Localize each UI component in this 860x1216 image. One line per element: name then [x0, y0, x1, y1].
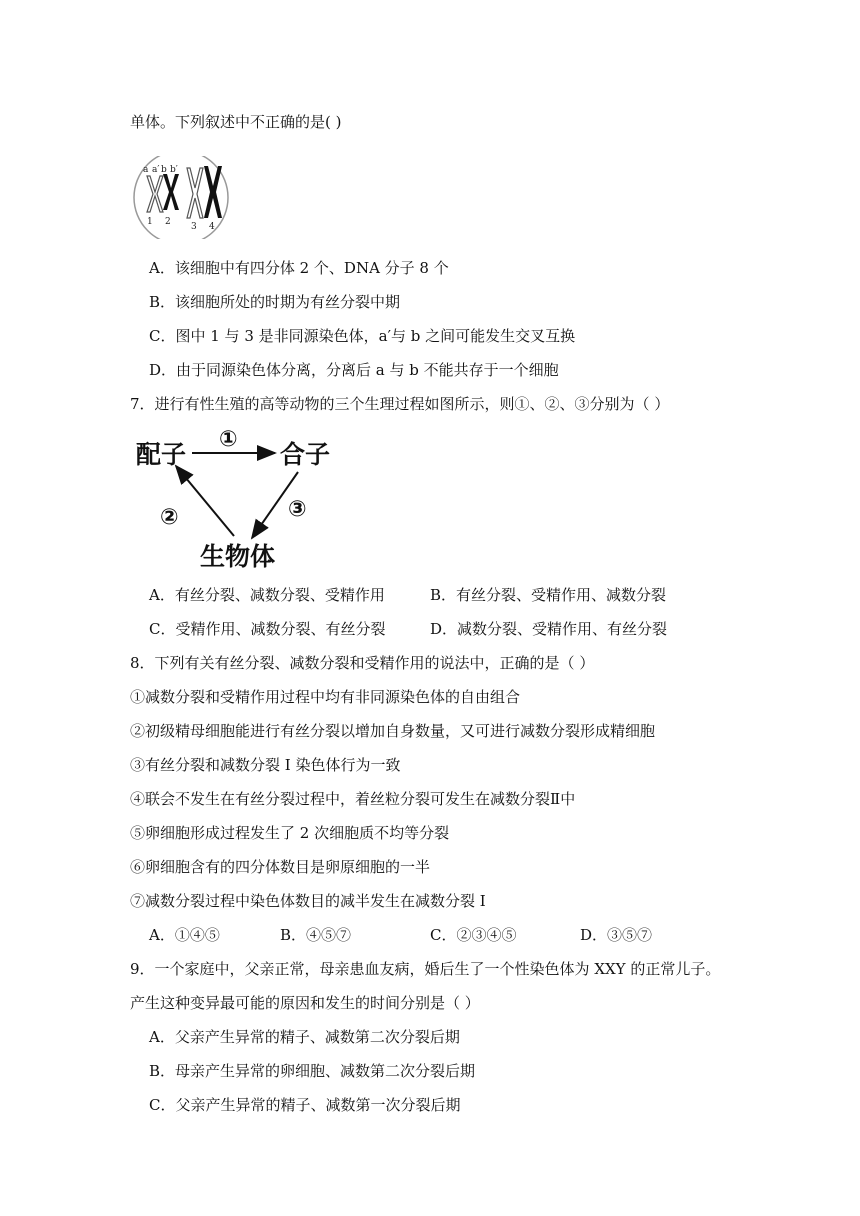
q9-option-a: A．父亲产生异常的精子、减数第二次分裂后期 — [149, 1028, 460, 1046]
q7-option-b: B．有丝分裂、受精作用、减数分裂 — [430, 586, 667, 604]
label-circle-3: ③ — [288, 497, 307, 522]
q7-option-c: C．受精作用、减数分裂、有丝分裂 — [149, 620, 386, 638]
node-organism: 生物体 — [200, 542, 276, 571]
q8-statement-3: ③有丝分裂和减数分裂 I 染色体行为一致 — [130, 756, 401, 774]
label-a-prime: a′ — [152, 165, 160, 175]
arrow-2 — [176, 466, 234, 536]
label-circle-2: ② — [160, 505, 179, 530]
q8-option-c: C．②③④⑤ — [430, 926, 517, 944]
label-4: 4 — [209, 222, 215, 232]
q8-statement-4: ④联会不发生在有丝分裂过程中，着丝粒分裂可发生在减数分裂Ⅱ中 — [130, 790, 576, 808]
q8-statement-6: ⑥卵细胞含有的四分体数目是卵原细胞的一半 — [130, 858, 431, 876]
label-3: 3 — [191, 222, 197, 232]
q9-stem-line-1: 9．一个家庭中，父亲正常，母亲患血友病，婚后生了一个性染色体为 XXY 的正常儿子。 — [130, 960, 721, 978]
q8-statement-7: ⑦减数分裂过程中染色体数目的减半发生在减数分裂 I — [130, 892, 486, 910]
q8-option-a: A．①④⑤ — [149, 926, 220, 944]
label-b-prime: b′ — [170, 165, 178, 175]
q8-statement-2: ②初级精母细胞能进行有丝分裂以增加自身数量，又可进行减数分裂形成精细胞 — [130, 722, 656, 740]
label-2: 2 — [165, 217, 171, 227]
q8-option-b: B．④⑤⑦ — [280, 926, 352, 944]
q7-option-a: A．有丝分裂、减数分裂、受精作用 — [149, 586, 385, 604]
q7-stem: 7．进行有性生殖的高等动物的三个生理过程如图所示，则①、②、③分别为（ ） — [130, 395, 670, 413]
label-b: b — [161, 165, 167, 175]
q8-statement-1: ①减数分裂和受精作用过程中均有非同源染色体的自由组合 — [130, 688, 521, 706]
q9-stem-line-2: 产生这种变异最可能的原因和发生的时间分别是（ ） — [130, 994, 480, 1012]
q6-option-a: A．该细胞中有四分体 2 个、DNA 分子 8 个 — [149, 259, 449, 277]
q7-option-d: D．减数分裂、受精作用、有丝分裂 — [430, 620, 668, 638]
q6-stem: 单体。下列叙述中不正确的是( ) — [130, 113, 342, 131]
reproduction-cycle-diagram — [132, 420, 357, 572]
chromosome-figure — [132, 156, 230, 239]
q6-option-c: C．图中 1 与 3 是非同源染色体，a′与 b 之间可能发生交叉互换 — [149, 327, 576, 345]
label-1: 1 — [147, 217, 153, 227]
q8-option-d: D．③⑤⑦ — [580, 926, 653, 944]
q8-statement-5: ⑤卵细胞形成过程发生了 2 次细胞质不均等分裂 — [130, 824, 450, 842]
label-circle-1: ① — [219, 427, 238, 452]
q8-stem: 8．下列有关有丝分裂、减数分裂和受精作用的说法中，正确的是（ ） — [130, 654, 595, 672]
label-a: a — [143, 165, 149, 175]
q9-option-b: B．母亲产生异常的卵细胞、减数第二次分裂后期 — [149, 1062, 476, 1080]
node-zygote: 合子 — [280, 440, 331, 469]
node-gamete: 配子 — [136, 440, 187, 469]
q9-option-c: C．父亲产生异常的精子、减数第一次分裂后期 — [149, 1096, 461, 1114]
q6-option-b: B．该细胞所处的时期为有丝分裂中期 — [149, 293, 401, 311]
q6-option-d: D．由于同源染色体分离，分离后 a 与 b 不能共存于一个细胞 — [149, 361, 559, 379]
